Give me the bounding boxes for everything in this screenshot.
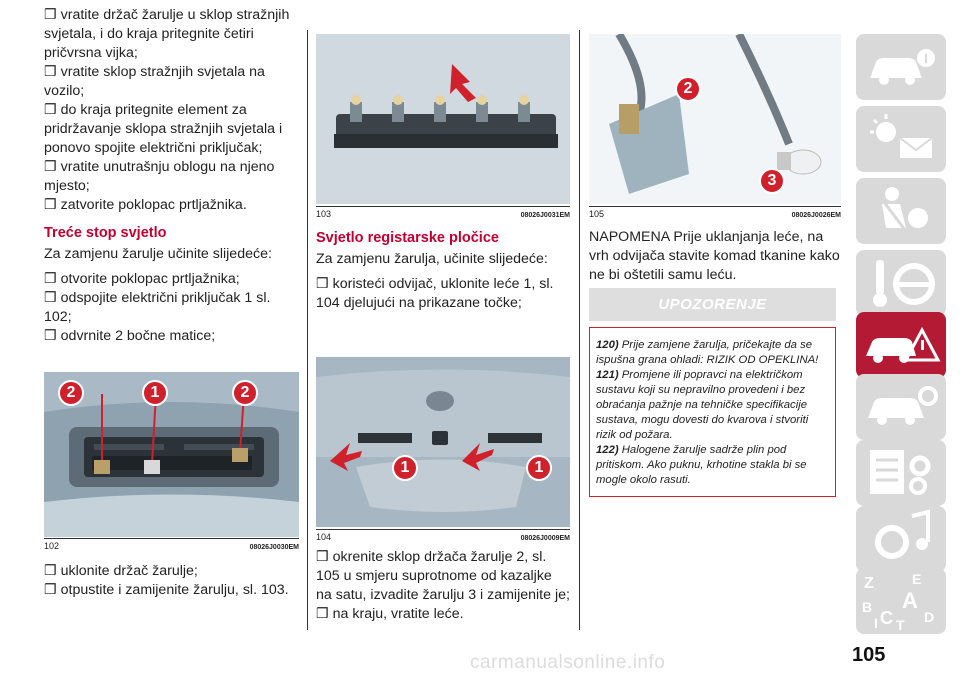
figure-caption — [316, 206, 570, 219]
figure-code: 08026J0031EM — [520, 212, 570, 219]
multimedia-icon[interactable] — [856, 506, 946, 572]
safety-airbag-icon[interactable] — [856, 178, 946, 244]
warning-item — [596, 368, 829, 443]
step-item: ❒ do kraja pritegnite element za pridržavanje sklopa stražnjih svjetala i ponovo spojite električni priključak; — [44, 102, 283, 156]
warning-box — [589, 327, 836, 497]
figure-number: 105 — [589, 209, 605, 219]
figure-code: 08026J0030EM — [249, 544, 299, 551]
column-divider — [307, 30, 308, 630]
warning-number: 121) — [596, 369, 619, 381]
car-info-icon[interactable] — [856, 34, 946, 100]
callout-3: 3 — [759, 168, 785, 194]
page-number: 105 — [852, 644, 886, 666]
figure-code: 08026J0026EM — [791, 212, 841, 219]
intro-text: Za zamjenu žarulje učinite slijedeće: — [44, 246, 272, 262]
step-item: ❒ uklonite držač žarulje; — [44, 563, 198, 579]
warning-number: 120) — [596, 339, 619, 351]
index-letter: C — [880, 608, 893, 628]
figure-number: 104 — [316, 532, 332, 542]
starting-driving-icon[interactable] — [856, 250, 946, 316]
figure-image — [44, 372, 299, 537]
step-item: ❒ otvorite poklopac prtljažnika; — [44, 271, 240, 287]
intro-text: Za zamjenu žarulja, učinite slijedeće: — [316, 251, 548, 267]
technical-data-icon[interactable] — [856, 440, 946, 506]
figure-image — [316, 357, 570, 527]
index-icon[interactable] — [856, 568, 946, 634]
index-letter: T — [896, 617, 905, 633]
step-item: ❒ koristeći odvijač, uklonite leće 1, sl. 104 djelujući na prikazane točke; — [316, 276, 554, 311]
step-item: ❒ otpustite i zamijenite žarulju, sl. 103. — [44, 582, 289, 598]
figure-number: 103 — [316, 209, 332, 219]
figure-104 — [316, 357, 570, 543]
step-list-third-stop — [44, 270, 299, 346]
emergency-icon[interactable] — [856, 312, 946, 378]
step-item: ❒ zatvorite poklopac prtljažnika. — [44, 197, 247, 213]
figure-image — [316, 34, 570, 204]
warning-item — [596, 443, 829, 488]
step-item: ❒ odvrnite 2 bočne matice; — [44, 328, 216, 344]
index-letter: D — [924, 609, 935, 625]
step-list-after — [316, 548, 570, 624]
figure-image — [589, 34, 841, 204]
step-item: ❒ na kraju, vratite leće. — [316, 606, 464, 622]
figure-number: 102 — [44, 541, 60, 551]
figure-caption — [316, 529, 570, 542]
index-letter: Z — [864, 575, 874, 592]
warning-text: Promjene ili popravci na električkom sustavu koji su nepravilno provedeni i bez obraćanja pažnje na tehničke specifikacije sustava, mogu dovesti do kvarova i stvoriti rizik od požara. — [596, 369, 809, 441]
callout-1: 1 — [392, 455, 418, 481]
column-divider — [579, 30, 580, 630]
figure-caption — [589, 206, 841, 219]
step-item: ❒ okrenite sklop držača žarulje 2, sl. 105 u smjeru suprotnome od kazaljke na satu, izvadite žarulju 3 i zamijenite je; — [316, 549, 570, 603]
warning-item — [596, 338, 829, 368]
callout-1: 1 — [526, 455, 552, 481]
figure-105 — [589, 34, 841, 220]
warning-text: Prije zamjene žarulja, pričekajte da se ispušna grana ohladi: RIZIK OD OPEKLINA! — [596, 339, 819, 366]
warning-block — [589, 288, 836, 497]
section-heading-license-plate: Svjetlo registarske pločice — [316, 230, 499, 246]
note-text: NAPOMENA Prije uklanjanja leće, na vrh odvijača stavite komad tkanine kako ne bi oštetili samu leću. — [589, 229, 840, 283]
maintenance-icon[interactable] — [856, 374, 946, 440]
step-item: ❒ odspojite električni priključak 1 sl. 102; — [44, 290, 271, 325]
step-list-top — [44, 6, 299, 215]
callout-2: 2 — [58, 380, 84, 406]
column-1 — [44, 0, 299, 598]
step-list-after — [44, 562, 299, 600]
callout-1: 1 — [142, 380, 168, 406]
index-letter: B — [862, 599, 873, 615]
license-plate-section — [316, 230, 570, 313]
callout-2: 2 — [675, 76, 701, 102]
step-item: ❒ vratite sklop stražnjih svjetala na vozilo; — [44, 64, 265, 99]
step-item: ❒ vratite unutrašnju oblogu na njeno mjesto; — [44, 159, 275, 194]
step-item: ❒ vratite držač žarulje u sklop stražnjih svjetala, i do kraja pritegnite četiri pričvrsna vijka; — [44, 7, 290, 61]
index-letter: E — [912, 571, 922, 587]
callout-2: 2 — [232, 380, 258, 406]
warning-title: UPOZORENJE — [589, 288, 836, 321]
figure-caption — [44, 538, 299, 551]
warning-number: 122) — [596, 444, 619, 456]
figure-code: 08026J0009EM — [520, 535, 570, 542]
index-letter: A — [902, 588, 918, 613]
warning-text: Halogene žarulje sadrže plin pod pritiskom. Ako puknu, krhotine stakla bi se mogle okolo rasuti. — [596, 444, 807, 486]
watermark: carmanualsonline.info — [470, 652, 666, 673]
warning-lights-icon[interactable] — [856, 106, 946, 172]
index-letter: I — [874, 615, 878, 631]
figure-103 — [316, 34, 570, 220]
figure-102 — [44, 372, 299, 552]
section-heading-third-stop: Treće stop svjetlo — [44, 225, 167, 241]
